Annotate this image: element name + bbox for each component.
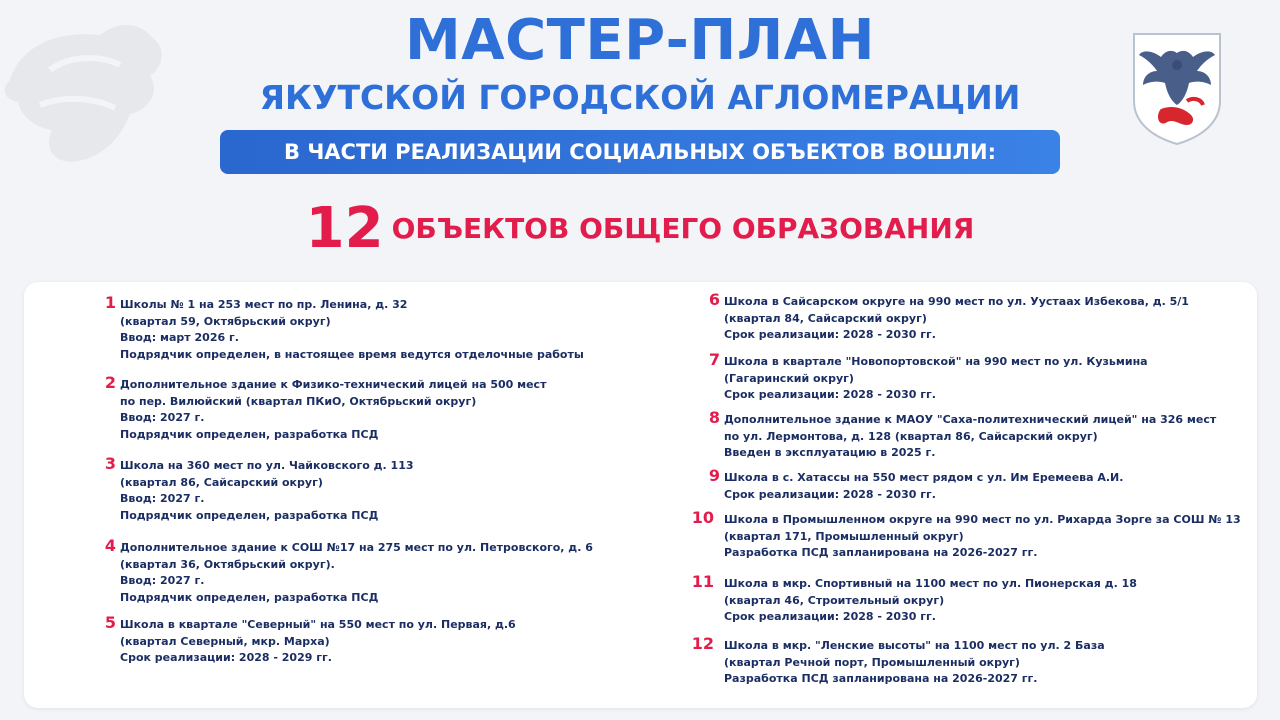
item-number: 12 [691,634,714,653]
item-line: Дополнительное здание к СОШ №17 на 275 мест по ул. Петровского, д. 6 [120,541,593,554]
item-line: Срок реализации: 2028 - 2030 гг. [724,388,936,401]
item-line: Школа на 360 мест по ул. Чайковского д. 113 [120,459,414,472]
item-line: Подрядчик определен, разработка ПСД [120,508,379,522]
item-line: (квартал Речной порт, Промышленный округ) [724,655,1020,669]
objects-label: ОБЪЕКТОВ ОБЩЕГО ОБРАЗОВАНИЯ [391,212,975,245]
item-line: Подрядчик определен, разработка ПСД [120,590,379,604]
item-line: Дополнительное здание к Физико-технический лицей на 500 мест [120,378,547,391]
item-line: Школы № 1 на 253 мест по пр. Ленина, д. 32 [120,298,408,311]
section-banner: В ЧАСТИ РЕАЛИЗАЦИИ СОЦИАЛЬНЫХ ОБЪЕКТОВ ВОШЛИ: [220,130,1060,174]
item-line: (квартал 36, Октябрьский округ). [120,557,335,571]
item-line: Школа в Промышленном округе на 990 мест по ул. Рихарда Зорге за СОШ № 13 [724,513,1241,526]
item-line: Ввод: март 2026 г. [120,331,239,344]
item-number: 8 [708,408,720,427]
item-line: Подрядчик определен, разработка ПСД [120,427,379,441]
item-line: Школа в квартале "Новопортовской" на 990 мест по ул. Кузьмина [724,355,1148,368]
item-line: Срок реализации: 2028 - 2030 гг. [724,487,936,501]
objects-count: 12 [305,196,384,261]
item-number: 7 [708,350,720,369]
item-line: Ввод: 2027 г. [120,492,205,505]
item-number: 11 [691,572,714,591]
item-line: Введен в эксплуатацию в 2025 г. [724,446,936,459]
item-number: 5 [104,613,116,632]
item-line: Подрядчик определен, в настоящее время ведутся отделочные работы [120,347,584,361]
item-number: 2 [104,373,116,392]
item-line: (Гагаринский округ) [724,371,854,385]
item-line: Ввод: 2027 г. [120,574,205,587]
item-number: 1 [104,293,116,312]
item-line: Срок реализации: 2028 - 2030 гг. [724,328,936,341]
item-number: 3 [104,454,116,473]
item-number: 4 [104,536,116,555]
yakutsk-coat-of-arms-icon [1131,31,1223,146]
item-number: 6 [708,290,720,309]
item-number: 10 [691,508,714,527]
page-title: МАСТЕР-ПЛАН [405,8,875,73]
item-line: (квартал 46, Строительный округ) [724,593,945,607]
item-line: Дополнительное здание к МАОУ "Саха-политехнический лицей" на 326 мест [724,413,1217,426]
item-line: Школа в квартале "Северный" на 550 мест по ул. Первая, д.6 [120,618,516,631]
item-line: (квартал 59, Октябрьский округ) [120,314,331,328]
item-line: (квартал 86, Сайсарский округ) [120,475,323,489]
item-line: по пер. Вилюйский (квартал ПКиО, Октябрьский округ) [120,394,477,408]
item-line: по ул. Лермонтова, д. 128 (квартал 86, Сайсарский округ) [724,429,1098,443]
item-line: Школа в с. Хатассы на 550 мест рядом с ул. Им Еремеева А.И. [724,471,1124,484]
item-line: Разработка ПСД запланирована на 2026-2027 гг. [724,672,1038,685]
item-line: Срок реализации: 2028 - 2030 гг. [724,610,936,623]
item-line: (квартал 84, Сайсарский округ) [724,311,927,325]
item-line: Школа в Сайсарском округе на 990 мест по ул. Уустаах Избекова, д. 5/1 [724,295,1189,308]
item-line: Школа в мкр. "Ленские высоты" на 1100 мест по ул. 2 База [724,639,1105,652]
headline [0,198,1280,260]
item-line: Ввод: 2027 г. [120,411,205,424]
item-line: Школа в мкр. Спортивный на 1100 мест по ул. Пионерская д. 18 [724,577,1137,590]
item-number: 9 [708,466,720,485]
item-line: Срок реализации: 2028 - 2029 гг. [120,651,332,664]
item-line: Разработка ПСД запланирована на 2026-2027 гг. [724,546,1038,559]
item-line: (квартал 171, Промышленный округ) [724,529,964,543]
page-subtitle: ЯКУТСКОЙ ГОРОДСКОЙ АГЛОМЕРАЦИИ [259,78,1021,117]
item-line: (квартал Северный, мкр. Марха) [120,634,330,648]
